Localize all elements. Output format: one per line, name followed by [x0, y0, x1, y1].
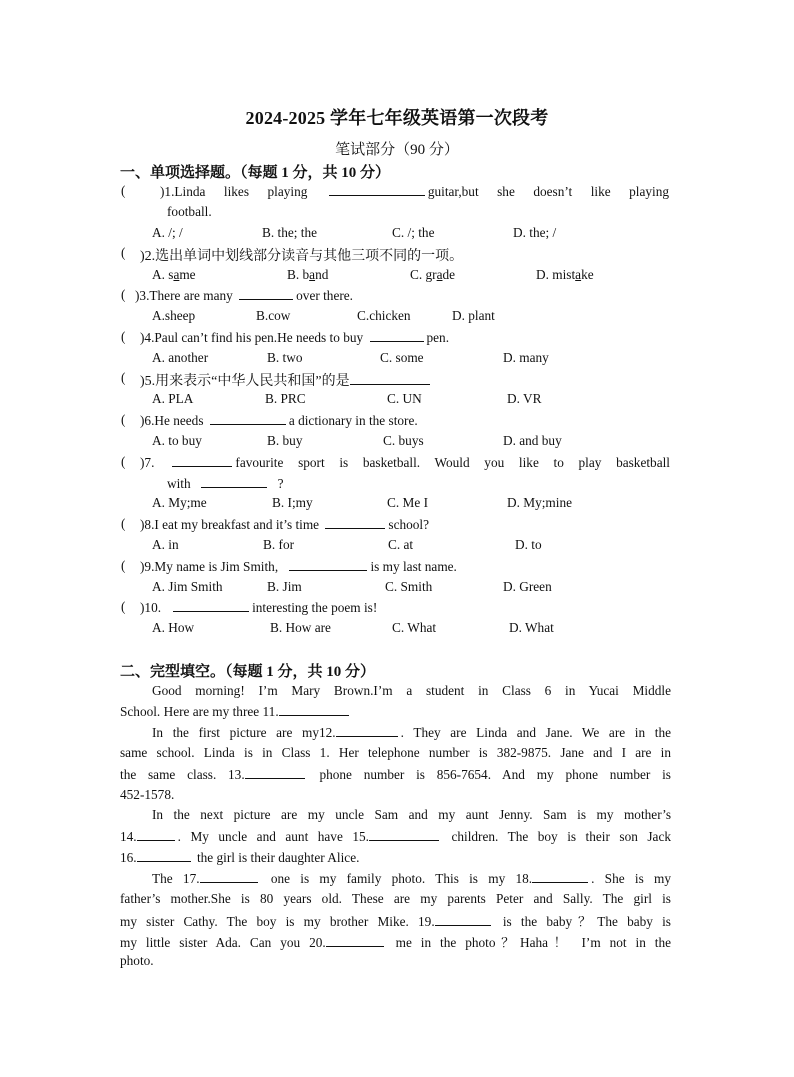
option-d[interactable]: D. mistake: [536, 267, 594, 282]
question-1: [0, 183, 794, 223]
answer-paren: (: [121, 183, 126, 198]
option-a[interactable]: A. My;me: [152, 495, 207, 510]
option-d[interactable]: D. many: [503, 350, 549, 365]
section-heading-multiple-choice: 一、单项选择题。（每题 1 分，共 10 分）: [120, 165, 391, 181]
option-a[interactable]: A. to buy: [152, 433, 202, 448]
question-text: )1.Linda likes playing guitar,but she doesn’t like playing: [160, 184, 669, 199]
option-c[interactable]: C.chicken: [357, 308, 411, 323]
question-4-text: )4.Paul can’t find his pen.He needs to buy pen.: [140, 330, 450, 345]
passage-line: School. Here are my three 11.: [120, 703, 671, 720]
question-7-text: )7. favourite sport is basketball. Would you like to play basketball: [140, 455, 670, 470]
option-d[interactable]: D. the; /: [513, 225, 557, 240]
question-5-text: )5.用来表示“中华人民共和国”的是: [140, 370, 433, 390]
option-c[interactable]: C. some: [380, 350, 424, 365]
option-c[interactable]: C. /; the: [392, 225, 435, 240]
page-subtitle: 笔试部分（90 分）: [335, 142, 459, 158]
option-c[interactable]: C. buys: [383, 433, 424, 448]
answer-blank[interactable]: [173, 599, 249, 612]
option-b[interactable]: B. I;my: [272, 495, 313, 510]
answer-blank-11[interactable]: [279, 703, 349, 716]
page-title: 2024-2025 学年七年级英语第一次段考: [245, 108, 549, 128]
passage-line: The 17. one is my family photo. This is my 18. . She is my: [152, 871, 671, 886]
option-a[interactable]: A. in: [152, 537, 179, 552]
option-d[interactable]: D. and buy: [503, 433, 562, 448]
question-7-continuation: with ?: [167, 476, 284, 491]
answer-blank[interactable]: [210, 412, 286, 425]
option-d[interactable]: D. plant: [452, 308, 495, 323]
option-b[interactable]: B.cow: [256, 308, 291, 323]
answer-blank[interactable]: [172, 454, 232, 467]
answer-paren: (: [121, 287, 126, 302]
option-b[interactable]: B. for: [263, 537, 295, 552]
option-b[interactable]: B. Jim: [267, 579, 302, 594]
answer-blank[interactable]: [325, 516, 385, 529]
passage-line: my little sister Ada. Can you 20. me in the photo？Haha！ I’m not in the: [120, 935, 672, 950]
answer-blank-20[interactable]: [326, 934, 384, 947]
option-b[interactable]: B. band: [287, 267, 329, 282]
answer-blank-14[interactable]: [137, 828, 175, 841]
question-3-text: )3.There are many over there.: [135, 288, 354, 303]
option-c[interactable]: C. What: [392, 620, 437, 635]
option-a[interactable]: A. /; /: [152, 225, 183, 240]
option-c[interactable]: C. UN: [387, 391, 422, 406]
answer-blank[interactable]: [289, 558, 367, 571]
answer-blank-12[interactable]: [336, 724, 398, 737]
answer-paren: (: [121, 412, 126, 427]
answer-blank-13[interactable]: [245, 766, 305, 779]
option-a[interactable]: A. PLA: [152, 391, 194, 406]
option-d[interactable]: D. VR: [507, 391, 542, 406]
answer-blank-18[interactable]: [532, 870, 588, 883]
passage-line: photo.: [120, 953, 154, 968]
passage-line: Good morning! I’m Mary Brown.I’m a student in Class 6 in Yucai Middle: [152, 683, 671, 698]
answer-paren: (: [121, 516, 126, 531]
answer-blank[interactable]: [350, 372, 430, 385]
answer-blank-17[interactable]: [200, 870, 258, 883]
option-a[interactable]: A. another: [152, 350, 209, 365]
answer-blank[interactable]: [239, 287, 293, 300]
passage-line: the same class. 13. phone number is 856-7654. And my phone number is: [120, 767, 671, 782]
answer-blank[interactable]: [329, 183, 425, 196]
section-heading-cloze: 二、完型填空。（每题 1 分，共 10 分）: [120, 664, 376, 680]
option-b[interactable]: B. How are: [270, 620, 331, 635]
answer-paren: (: [121, 370, 126, 385]
option-d[interactable]: D. Green: [503, 579, 552, 594]
option-b[interactable]: B. two: [267, 350, 303, 365]
answer-paren: (: [121, 599, 126, 614]
passage-line: In the first picture are my12. . They are Linda and Jane. We are in the: [152, 725, 672, 740]
option-b[interactable]: B. PRC: [265, 391, 306, 406]
question-number: )1.: [160, 184, 175, 199]
passage-line: In the next picture are my uncle Sam and my aunt Jenny. Sam is my mother’s: [152, 807, 671, 822]
passage-line: father’s mother.She is 80 years old. These are my parents Peter and Sally. The girl is: [120, 891, 671, 906]
answer-blank[interactable]: [370, 329, 424, 342]
answer-blank-16[interactable]: [137, 849, 191, 862]
option-c[interactable]: C. Me I: [387, 495, 428, 510]
passage-line: my sister Cathy. The boy is my brother Mike. 19. is the baby？The baby is: [120, 914, 671, 929]
passage-line: 452-1578.: [120, 787, 175, 802]
question-6-text: )6.He needs a dictionary in the store.: [140, 413, 418, 428]
option-b[interactable]: B. buy: [267, 433, 303, 448]
passage-line: 14. . My uncle and aunt have 15. children. The boy is their son Jack: [120, 829, 671, 844]
option-b[interactable]: B. the; the: [262, 225, 318, 240]
answer-paren: (: [121, 558, 126, 573]
option-a[interactable]: A. same: [152, 267, 196, 282]
answer-blank-19[interactable]: [435, 913, 491, 926]
question-10-text: )10. interesting the poem is!: [140, 600, 378, 615]
passage-line: same school. Linda is in Class 1. Her telephone number is 382-9875. Jane and I are in: [120, 745, 671, 760]
option-a[interactable]: A.sheep: [152, 308, 196, 323]
question-continuation: football.: [167, 204, 212, 219]
option-a[interactable]: A. How: [152, 620, 195, 635]
option-a[interactable]: A. Jim Smith: [152, 579, 223, 594]
option-d[interactable]: D. What: [509, 620, 554, 635]
question-9-text: )9.My name is Jim Smith, is my last name.: [140, 559, 457, 574]
answer-paren: (: [121, 454, 126, 469]
option-d[interactable]: D. My;mine: [507, 495, 573, 510]
option-c[interactable]: C. at: [388, 537, 414, 552]
answer-blank[interactable]: [201, 475, 267, 488]
answer-paren: (: [121, 329, 126, 344]
option-c[interactable]: C. Smith: [385, 579, 433, 594]
answer-blank-15[interactable]: [369, 828, 439, 841]
question-2-text: )2.选出单词中划线部分读音与其他三项不同的一项。: [140, 249, 464, 264]
option-d[interactable]: D. to: [515, 537, 542, 552]
passage-line: 16. the girl is their daughter Alice.: [120, 850, 360, 865]
option-c[interactable]: C. grade: [410, 267, 456, 282]
answer-paren: (: [121, 245, 126, 260]
question-8-text: )8.I eat my breakfast and it’s time school?: [140, 517, 430, 532]
